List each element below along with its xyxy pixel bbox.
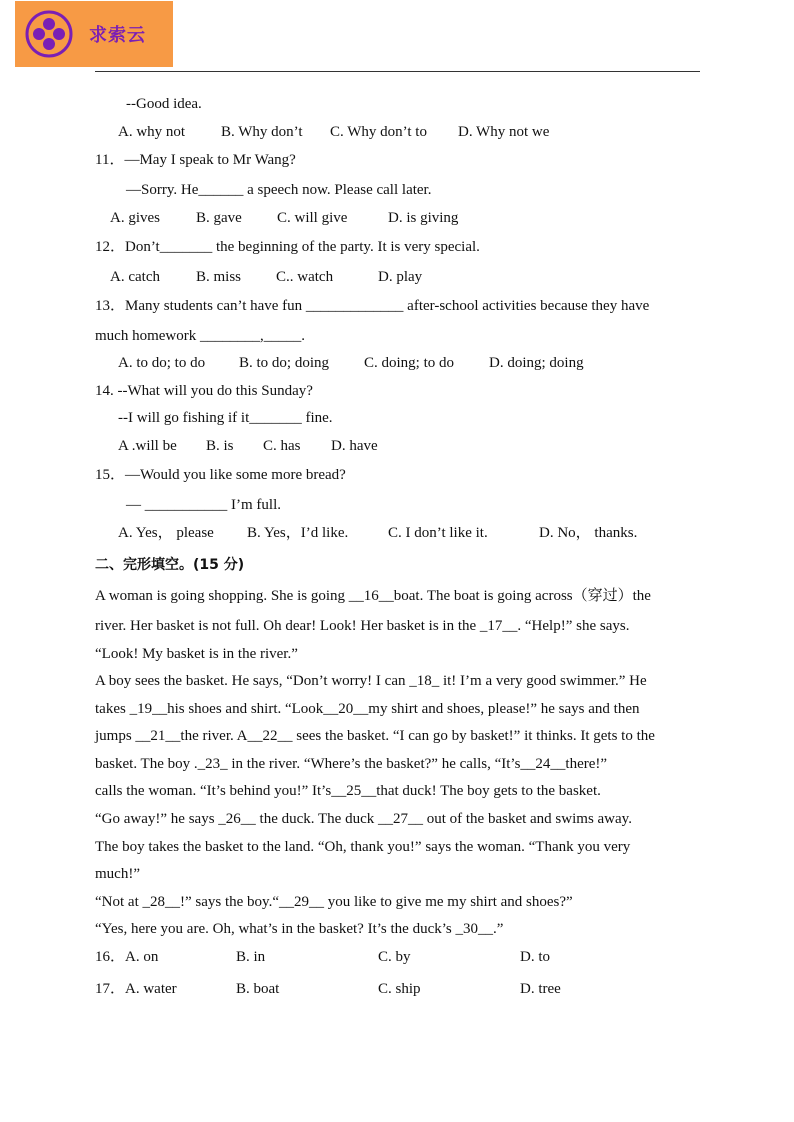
option: B. gave [196,210,242,226]
option: C. I don’t like it. [388,525,488,541]
answer-line: — ___________ I’m full. [126,497,281,513]
passage-line: much!” [95,866,140,882]
option: B. in [236,949,266,965]
option: C. by [378,949,411,965]
passage-line: A woman is going shopping. She is going __16__boat. The boat is going across（穿过）the [95,588,651,604]
option: B. boat [236,981,280,997]
option: A. catch [110,269,160,285]
answer-line: --I will go fishing if it_______ fine. [118,410,333,426]
section-heading: 二、完形填空。(15 分) [95,557,245,573]
answer-line: —Sorry. He______ a speech now. Please call later. [126,182,432,198]
option: D. No， thanks. [539,525,638,541]
option: D. play [378,269,423,285]
passage-line: river. Her basket is not full. Oh dear! Look! Her basket is in the _17__. “Help!” she says. [95,618,630,634]
question-14: 14. --What will you do this Sunday? [95,383,313,399]
question-13: 13．Many students can’t have fun _____________ after-school activities because they have [95,298,650,314]
option: C. will give [277,210,348,226]
flower-logo-icon [25,10,73,58]
passage-line: A boy sees the basket. He says, “Don’t worry! I can _18_ it! I’m a very good swimmer.” He [95,673,647,689]
option: A. why not [118,124,186,140]
passage-line: jumps __21__the river. A__22__ sees the basket. “I can go by basket!” it thinks. It gets to the [95,728,655,744]
option: A. gives [110,210,160,226]
option: D. to [520,949,550,965]
option: 17．A. water [95,981,177,997]
answer-line: --Good idea. [126,96,202,112]
option: B. to do; doing [239,355,330,371]
passage-line: “Not at _28__!” says the boy.“__29__ you like to give me my shirt and shoes?” [95,894,573,910]
option: D. tree [520,981,561,997]
passage-line: The boy takes the basket to the land. “Oh, thank you!” says the woman. “Thank you very [95,839,631,855]
option: D. have [331,438,378,454]
option: A. Yes， please [118,525,214,541]
option: C. Why don’t to [330,124,427,140]
option: C.. watch [276,269,334,285]
passage-line: “Yes, here you are. Oh, what’s in the basket? It’s the duck’s _30__.” [95,921,504,937]
passage-line: calls the woman. “It’s behind you!” It’s__25__that duck! The boy gets to the basket. [95,783,601,799]
passage-line: basket. The boy ._23_ in the river. “Where’s the basket?” he calls, “It’s__24__there!” [95,756,608,772]
option: D. doing; doing [489,355,584,371]
option: B. Yes，I’d like. [247,525,349,541]
question-12: 12．Don’t_______ the beginning of the party. It is very special. [95,239,480,255]
passage-line: “Go away!” he says _26__ the duck. The duck __27__ out of the basket and swims away. [95,811,632,827]
option: C. has [263,438,301,454]
question-15: 15．—Would you like some more bread? [95,467,346,483]
question-11: 11．—May I speak to Mr Wang? [95,152,296,168]
passage-line: “Look! My basket is in the river.” [95,646,298,662]
option: A .will be [118,438,177,454]
option: D. is giving [388,210,459,226]
option: B. miss [196,269,242,285]
question-13-cont: much homework ________,_____. [95,328,305,344]
option: A. to do; to do [118,355,206,371]
option: B. is [206,438,234,454]
option: C. doing; to do [364,355,455,371]
header-rule [95,71,700,72]
option: D. Why not we [458,124,550,140]
option: B. Why don’t [221,124,303,140]
brand-name: 求索云 [89,25,146,46]
option: C. ship [378,981,421,997]
brand-logo [15,1,173,67]
option: 16．A. on [95,949,159,965]
passage-line: takes _19__his shoes and shirt. “Look__20__my shirt and shoes, please!” he says and then [95,701,640,717]
